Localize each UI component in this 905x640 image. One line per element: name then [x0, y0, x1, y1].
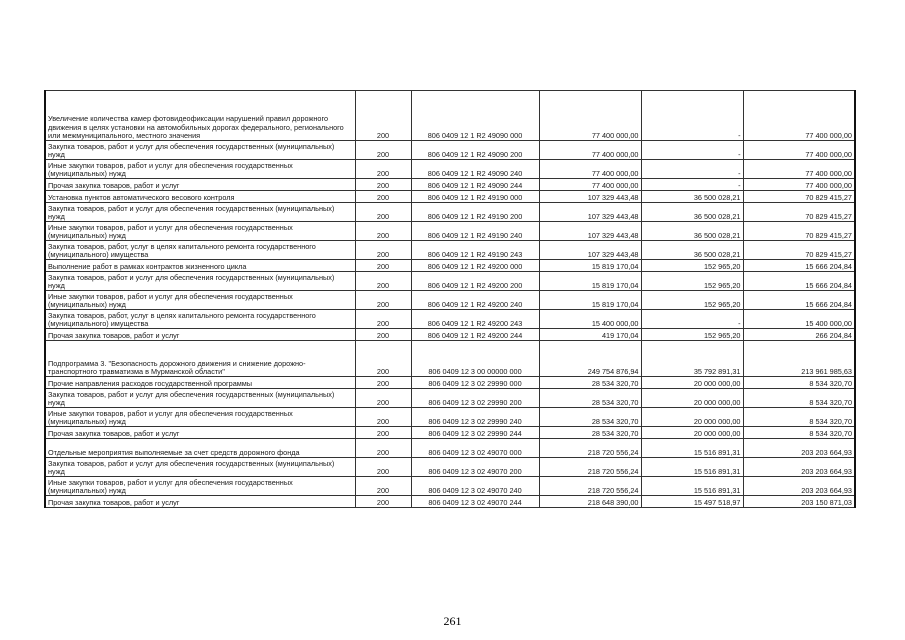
row-total-cell: 249 754 876,94 — [539, 341, 641, 377]
table-row — [45, 341, 855, 377]
row-kbk-cell: 806 0409 12 1 R2 49190 243 — [411, 241, 539, 260]
row-remain-cell: 8 534 320,70 — [743, 427, 855, 439]
table-row — [45, 260, 855, 272]
row-kbk-cell: 806 0409 12 1 R2 49200 000 — [411, 260, 539, 272]
row-kbk-cell: 806 0409 12 3 02 49070 200 — [411, 458, 539, 477]
row-remain-cell: 70 829 415,27 — [743, 241, 855, 260]
row-kbk-cell: 806 0409 12 3 02 29990 244 — [411, 427, 539, 439]
row-spent-cell: 15 516 891,31 — [641, 458, 743, 477]
row-remain-cell: 8 534 320,70 — [743, 408, 855, 427]
row-spent-cell: 20 000 000,00 — [641, 408, 743, 427]
table-row — [45, 91, 855, 141]
row-total-cell: 28 534 320,70 — [539, 377, 641, 389]
row-spent-cell: 36 500 028,21 — [641, 191, 743, 203]
row-spent-cell: 36 500 028,21 — [641, 222, 743, 241]
table-row — [45, 203, 855, 222]
row-total-cell: 15 819 170,04 — [539, 260, 641, 272]
row-code-cell: 200 — [355, 408, 411, 427]
row-total-cell: 107 329 443,48 — [539, 222, 641, 241]
row-total-cell: 15 400 000,00 — [539, 310, 641, 329]
row-spent-cell: 152 965,20 — [641, 329, 743, 341]
row-remain-cell: 203 203 664,93 — [743, 458, 855, 477]
row-spent-cell: 20 000 000,00 — [641, 389, 743, 408]
row-name-cell: Установка пунктов автоматического весового контроля — [45, 191, 355, 203]
row-name-cell: Отдельные мероприятия выполняемые за счет средств дорожного фонда — [45, 439, 355, 458]
row-spent-cell: 20 000 000,00 — [641, 427, 743, 439]
row-spent-cell: 152 965,20 — [641, 291, 743, 310]
row-total-cell: 15 819 170,04 — [539, 272, 641, 291]
row-total-cell: 77 400 000,00 — [539, 91, 641, 141]
row-name-cell: Закупка товаров, работ и услуг для обеспечения государственных (муниципальных) нужд — [45, 458, 355, 477]
row-name-cell: Иные закупки товаров, работ и услуг для обеспечения государственных (муниципальных) нужд — [45, 291, 355, 310]
row-kbk-cell: 806 0409 12 1 R2 49190 240 — [411, 222, 539, 241]
row-kbk-cell: 806 0409 12 3 00 00000 000 — [411, 341, 539, 377]
row-remain-cell: 266 204,84 — [743, 329, 855, 341]
row-spent-cell: 36 500 028,21 — [641, 241, 743, 260]
row-spent-cell: - — [641, 160, 743, 179]
row-kbk-cell: 806 0409 12 1 R2 49190 200 — [411, 203, 539, 222]
table-row — [45, 179, 855, 191]
row-code-cell: 200 — [355, 329, 411, 341]
row-spent-cell: - — [641, 141, 743, 160]
row-kbk-cell: 806 0409 12 1 R2 49200 243 — [411, 310, 539, 329]
row-spent-cell: 15 516 891,31 — [641, 439, 743, 458]
row-name-cell: Увеличение количества камер фотовидеофиксации нарушений правил дорожного движения в целях установки на автомобильных дорогах федерального, регионального или межмуниципального, местного значения — [45, 91, 355, 141]
table-row — [45, 458, 855, 477]
row-code-cell: 200 — [355, 496, 411, 508]
row-total-cell: 218 720 556,24 — [539, 458, 641, 477]
table-row — [45, 389, 855, 408]
table-row — [45, 439, 855, 458]
row-name-cell: Прочая закупка товаров, работ и услуг — [45, 179, 355, 191]
row-kbk-cell: 806 0409 12 3 02 29990 000 — [411, 377, 539, 389]
table-row — [45, 272, 855, 291]
row-name-cell: Иные закупки товаров, работ и услуг для обеспечения государственных (муниципальных) нужд — [45, 160, 355, 179]
row-total-cell: 77 400 000,00 — [539, 141, 641, 160]
row-code-cell: 200 — [355, 179, 411, 191]
table-row — [45, 427, 855, 439]
row-name-cell: Выполнение работ в рамках контрактов жизненного цикла — [45, 260, 355, 272]
table-row — [45, 377, 855, 389]
row-total-cell: 218 720 556,24 — [539, 439, 641, 458]
row-remain-cell: 8 534 320,70 — [743, 377, 855, 389]
row-remain-cell: 15 400 000,00 — [743, 310, 855, 329]
table-row — [45, 310, 855, 329]
row-code-cell: 200 — [355, 291, 411, 310]
row-total-cell: 107 329 443,48 — [539, 241, 641, 260]
row-kbk-cell: 806 0409 12 3 02 49070 244 — [411, 496, 539, 508]
row-code-cell: 200 — [355, 341, 411, 377]
row-kbk-cell: 806 0409 12 1 R2 49200 244 — [411, 329, 539, 341]
row-name-cell: Закупка товаров, работ и услуг для обеспечения государственных (муниципальных) нужд — [45, 203, 355, 222]
row-name-cell: Иные закупки товаров, работ и услуг для обеспечения государственных (муниципальных) нужд — [45, 477, 355, 496]
row-spent-cell: 15 497 518,97 — [641, 496, 743, 508]
table-row — [45, 408, 855, 427]
row-name-cell: Иные закупки товаров, работ и услуг для обеспечения государственных (муниципальных) нужд — [45, 408, 355, 427]
table-row — [45, 329, 855, 341]
row-code-cell: 200 — [355, 191, 411, 203]
row-code-cell: 200 — [355, 91, 411, 141]
row-total-cell: 77 400 000,00 — [539, 179, 641, 191]
table-row — [45, 222, 855, 241]
row-kbk-cell: 806 0409 12 3 02 49070 240 — [411, 477, 539, 496]
row-spent-cell: 15 516 891,31 — [641, 477, 743, 496]
row-total-cell: 419 170,04 — [539, 329, 641, 341]
budget-table — [44, 90, 856, 508]
row-remain-cell: 15 666 204,84 — [743, 272, 855, 291]
row-spent-cell: - — [641, 91, 743, 141]
row-code-cell: 200 — [355, 222, 411, 241]
row-remain-cell: 8 534 320,70 — [743, 389, 855, 408]
row-spent-cell: 36 500 028,21 — [641, 203, 743, 222]
row-kbk-cell: 806 0409 12 1 R2 49200 240 — [411, 291, 539, 310]
row-code-cell: 200 — [355, 241, 411, 260]
row-total-cell: 218 720 556,24 — [539, 477, 641, 496]
row-name-cell: Закупка товаров, работ, услуг в целях капитального ремонта государственного (муниципального) имущества — [45, 310, 355, 329]
table-row — [45, 496, 855, 508]
row-code-cell: 200 — [355, 203, 411, 222]
row-remain-cell: 70 829 415,27 — [743, 191, 855, 203]
budget-table-body — [45, 91, 855, 508]
row-total-cell: 218 648 390,00 — [539, 496, 641, 508]
row-code-cell: 200 — [355, 427, 411, 439]
row-code-cell: 200 — [355, 439, 411, 458]
row-code-cell: 200 — [355, 260, 411, 272]
row-code-cell: 200 — [355, 310, 411, 329]
row-name-cell: Иные закупки товаров, работ и услуг для обеспечения государственных (муниципальных) нужд — [45, 222, 355, 241]
row-remain-cell: 70 829 415,27 — [743, 222, 855, 241]
table-row — [45, 191, 855, 203]
row-code-cell: 200 — [355, 458, 411, 477]
row-spent-cell: 20 000 000,00 — [641, 377, 743, 389]
row-remain-cell: 70 829 415,27 — [743, 203, 855, 222]
row-kbk-cell: 806 0409 12 1 R2 49190 000 — [411, 191, 539, 203]
row-total-cell: 28 534 320,70 — [539, 427, 641, 439]
row-name-cell: Закупка товаров, работ и услуг для обеспечения государственных (муниципальных) нужд — [45, 389, 355, 408]
row-remain-cell: 77 400 000,00 — [743, 179, 855, 191]
row-kbk-cell: 806 0409 12 1 R2 49200 200 — [411, 272, 539, 291]
row-total-cell: 107 329 443,48 — [539, 191, 641, 203]
row-spent-cell: - — [641, 179, 743, 191]
row-name-cell: Закупка товаров, работ и услуг для обеспечения государственных (муниципальных) нужд — [45, 141, 355, 160]
row-remain-cell: 203 150 871,03 — [743, 496, 855, 508]
table-row — [45, 291, 855, 310]
row-spent-cell: 152 965,20 — [641, 260, 743, 272]
row-kbk-cell: 806 0409 12 1 R2 49090 000 — [411, 91, 539, 141]
row-code-cell: 200 — [355, 377, 411, 389]
budget-table-sheet — [44, 90, 854, 508]
row-name-cell: Подпрограмма 3. "Безопасность дорожного движения и снижение дорожно-транспортного травматизма в Мурманской области" — [45, 341, 355, 377]
row-code-cell: 200 — [355, 272, 411, 291]
row-name-cell: Закупка товаров, работ и услуг для обеспечения государственных (муниципальных) нужд — [45, 272, 355, 291]
row-name-cell: Прочая закупка товаров, работ и услуг — [45, 496, 355, 508]
row-kbk-cell: 806 0409 12 3 02 29990 240 — [411, 408, 539, 427]
row-code-cell: 200 — [355, 389, 411, 408]
row-code-cell: 200 — [355, 160, 411, 179]
row-total-cell: 28 534 320,70 — [539, 389, 641, 408]
row-spent-cell: 35 792 891,31 — [641, 341, 743, 377]
row-remain-cell: 77 400 000,00 — [743, 160, 855, 179]
row-code-cell: 200 — [355, 141, 411, 160]
row-remain-cell: 77 400 000,00 — [743, 141, 855, 160]
page-number: 261 — [443, 614, 462, 628]
row-name-cell: Прочая закупка товаров, работ и услуг — [45, 427, 355, 439]
row-code-cell: 200 — [355, 477, 411, 496]
table-row — [45, 160, 855, 179]
row-total-cell: 28 534 320,70 — [539, 408, 641, 427]
row-name-cell: Закупка товаров, работ, услуг в целях капитального ремонта государственного (муниципального) имущества — [45, 241, 355, 260]
row-kbk-cell: 806 0409 12 1 R2 49090 240 — [411, 160, 539, 179]
row-kbk-cell: 806 0409 12 3 02 29990 200 — [411, 389, 539, 408]
row-remain-cell: 15 666 204,84 — [743, 260, 855, 272]
row-total-cell: 107 329 443,48 — [539, 203, 641, 222]
row-total-cell: 77 400 000,00 — [539, 160, 641, 179]
table-row — [45, 241, 855, 260]
row-remain-cell: 213 961 985,63 — [743, 341, 855, 377]
row-remain-cell: 15 666 204,84 — [743, 291, 855, 310]
row-spent-cell: - — [641, 310, 743, 329]
row-kbk-cell: 806 0409 12 3 02 49070 000 — [411, 439, 539, 458]
row-remain-cell: 77 400 000,00 — [743, 91, 855, 141]
row-remain-cell: 203 203 664,93 — [743, 439, 855, 458]
row-kbk-cell: 806 0409 12 1 R2 49090 244 — [411, 179, 539, 191]
row-name-cell: Прочие направления расходов государственной программы — [45, 377, 355, 389]
row-name-cell: Прочая закупка товаров, работ и услуг — [45, 329, 355, 341]
table-row — [45, 477, 855, 496]
row-remain-cell: 203 203 664,93 — [743, 477, 855, 496]
row-spent-cell: 152 965,20 — [641, 272, 743, 291]
row-kbk-cell: 806 0409 12 1 R2 49090 200 — [411, 141, 539, 160]
row-total-cell: 15 819 170,04 — [539, 291, 641, 310]
table-row — [45, 141, 855, 160]
